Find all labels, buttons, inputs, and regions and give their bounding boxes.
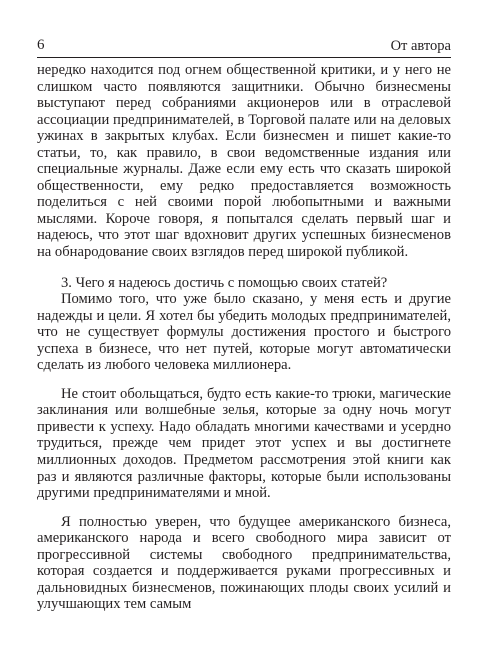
body-text (37, 62, 451, 613)
running-head (37, 36, 451, 56)
header-rule (37, 57, 451, 58)
paragraph-3: Не стоит обольщаться, будто есть какие-то трюки, магические заклинания или волшебные зелья, которые за одну ночь могут привести к успеху. Надо обладать многими качествами и усердно трудиться, прежде чем придет этот успех и вы достигнете миллионных доходов. Предметом рассмотрения этой книги как раз и являются различные факторы, которые были использованы другими предпринимателями и мной. (37, 385, 451, 502)
paragraph-2: Помимо того, что уже было сказано, у меня есть и другие надежды и цели. Я хотел бы убедить молодых предпринимателей, что не существует формулы достижения простого и быстрого успеха в бизнесе, что нет путей, которые могут автоматически сделать из любого человека миллионера. (37, 291, 451, 374)
page-number: 6 (37, 37, 45, 53)
paragraph-4: Я полностью уверен, что будущее американского бизнеса, американского народа и всего свободного мира зависит от прогрессивной системы свободного предпринимательства, которая создается и поддерживается руками прогрессивных и дальновидных бизнесменов, пожинающих плоды своих усилий и улучшающих тем самым (37, 513, 451, 613)
running-head-title: От автора (390, 38, 451, 54)
paragraph-question-3: 3. Чего я надеюсь достичь с помощью своих статей? (61, 274, 388, 291)
paragraph-1: нередко находится под огнем общественной критики, и у него не слишком часто появляются защитники. Обычно бизнесмены выступают перед собраниями акционеров или в отраслевой ассоциации предпринимателей, в Торговой палате или на деловых ужинах в закрытых клубах. Если бизнесмен и пишет какие-то статьи, то, как правило, в свои ведомственные издания или специальные журналы. Даже если ему есть что сказать широкой общественности, ему редко предоставляется возможность поделиться с ней своими порой любопытными и важными мыслями. Короче говоря, я попытался сделать первый шаг и надеюсь, что этот шаг вдохновит других успешных бизнесменов на обнародование своих взглядов перед широкой публикой. (37, 62, 451, 261)
